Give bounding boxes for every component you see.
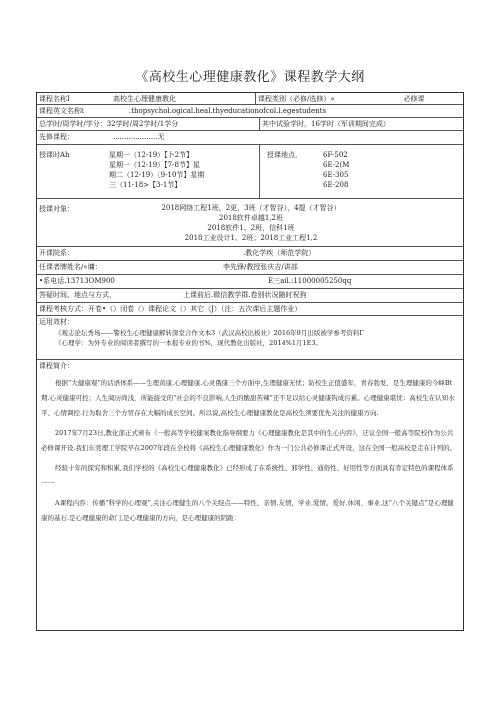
schedule-place: 6E-208	[323, 181, 349, 189]
course-category-value: 必修课	[403, 95, 425, 103]
intro-paragraph: A课程内容：传播“科学的心理观”,关注心理健生的八个关绽点——特性、亲情.友情，学业.爱情、爱好.休闲、事业.这“八个关键点”是心理健康的基石.是心理健康的命门,是心理健康的方向，是心理健康的阴跪：	[41, 499, 454, 522]
textbook-row	[37, 316, 463, 360]
intro-label: 课程简介：	[39, 362, 74, 370]
textbook-label: 运用效材：	[39, 318, 74, 326]
syllabus-table	[36, 92, 464, 631]
course-en-label: 课程英文名称t	[39, 107, 84, 115]
course-name-row	[37, 93, 463, 105]
schedule-time-line: 星期一（12-19）【卜2节】	[109, 151, 194, 159]
course-name-value: 高校生心理健康教化	[113, 95, 176, 103]
schedule-time-label: 授课时Ah	[39, 151, 70, 159]
prereq-value: ....................无	[113, 133, 165, 141]
schedule-time-list	[107, 145, 257, 191]
teacher-label: 任课者牌姓名/«墉：	[39, 263, 102, 271]
objects-line: 2018网络工程1班，2更，3班（才智谷），4提（才智谷）	[161, 204, 341, 212]
teacher-value: 李先锋/教授张庆吉/讲部	[223, 263, 298, 271]
objects-line: 2018工业设计1、2班；2018工业工程1,2	[184, 234, 318, 242]
schedule-place-list	[321, 145, 405, 191]
schedule-time-line: 三（11-18>【3-1节】	[109, 181, 182, 189]
teacher-row	[37, 261, 463, 275]
contact-phone: •系电话.13713OM900	[39, 277, 115, 285]
schedule-place: 6F-502	[323, 151, 348, 159]
objects-label: 授课对象：	[39, 205, 74, 213]
course-hours-row	[37, 118, 463, 131]
schedule-divider	[259, 145, 261, 199]
qa-label: 答疑时间、地点与方式，	[39, 291, 116, 299]
objects-line: 2018软件1、2班，信科1班	[207, 224, 295, 232]
course-name-label: 课程名称I	[39, 95, 70, 103]
course-en-value: .thopsychol.ogical.heal.thyeducationofcol.l.egestudents	[129, 107, 327, 115]
schedule-row	[37, 145, 463, 199]
intro-paragraph: 2017年7月23日,教化部正式颁布《一般高等学校健案教化指导纲要力《心理健康教化是其中的生心内容》，迂议全国一般高等院校作为公共必修课开设.我们东莞理工学院早在2007年段在全校将《高校生心理健康教化》作为一门公共必修课正式开设，这在全国一般高校是走在计列的。	[41, 429, 457, 452]
objects-list	[101, 203, 401, 243]
schedule-place-label: 授课地点，	[267, 151, 302, 159]
dept-row	[37, 247, 463, 261]
contact-email: E三ail.:11000005250qq	[268, 277, 352, 285]
dept-value: .教化学疾（师范学院）	[243, 249, 316, 257]
exam-method: 课程考核方式：开卷•（）闭卷（）课程论文（）其它（J）（注：五次课后主题作业）	[39, 305, 302, 313]
schedule-time-line: 期二（12-19）〔9-10节】星期	[109, 171, 205, 179]
schedule-place: 6E-305	[323, 171, 349, 179]
intro-paragraph: 经验十年的探究和积累,我们学校的《高校生心理健康教化》已经形成了在系统性、邪学性、通俗性、好用性等方面具有肯定特色的课程体系一一	[41, 464, 454, 487]
exam-row	[37, 303, 463, 316]
schedule-place: 6E-2(M	[323, 161, 350, 169]
course-hours: 总学时/周学时/学分：32学时/周2学时/1学分	[39, 120, 179, 128]
course-exp-hours: 其中试验学时，16学时（军训期间完成）	[259, 118, 460, 130]
intro-paragraph: 根据“大健康观”的话语体系——生理黄康.心理健康.心灵俄康三个方面中,生理健康无忧；防校生正值盛年，青春勃发，是生理健康的今峰Bt期.心灵健康可控；人生阅历尚浅，所能接受的“社会的不良影响,人生的酸甜苦辣”还不足以给心灵健康钩成污累。心理健康堪忧：高校生在认知水平、心情调控.行为取舍三个方贸存在大幅的成长空间。所以说,高校生心理健康教化是高校生须要优先关注的健康方向.	[41, 379, 455, 417]
course-en-row	[37, 105, 463, 118]
contact-row	[37, 275, 463, 289]
schedule-time-line: 星期一（12-19）【7-8节】星	[109, 161, 200, 169]
qa-row	[37, 289, 463, 303]
intro-row	[37, 360, 463, 630]
document-title: 《高校生心理健康教化》课程教学大纲	[135, 70, 365, 85]
prereq-label: 先修课程：	[39, 133, 74, 141]
objects-line: 2018软件卓越1,2班	[219, 214, 283, 222]
objects-row	[37, 199, 463, 247]
course-category-label: 课程类别（必修/选修）»	[255, 93, 372, 105]
dept-label: 开课院系：	[39, 249, 74, 257]
qa-value: 上课前后.微信教学群.卷别状况随时祝狗	[183, 291, 307, 299]
prereq-row	[37, 131, 463, 145]
textbook-item: 《心理学：为外专业的阅读者撰写的一本报专业的书%，现代教化出版社，2014%1月1E3。	[55, 339, 323, 347]
textbook-item: 《观志论坛秀场——警校生心理健康解转深堂合作文本3（武汉高校出板社）2016年9月出版被学参考资料Γ	[55, 329, 364, 337]
